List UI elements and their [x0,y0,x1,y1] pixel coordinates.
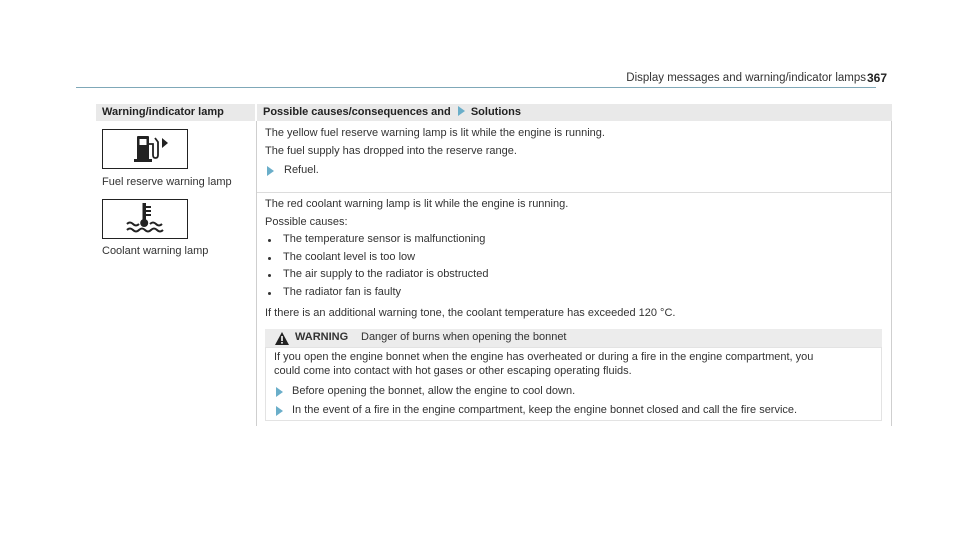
warning-title: Danger of burns when opening the bonnet [361,331,567,343]
fuel-pump-icon [103,130,186,167]
cause-item: The air supply to the radiator is obstructed [283,268,489,280]
action-arrow-icon [276,387,283,397]
warning-triangle-icon [275,332,289,345]
bullet-marker [268,274,271,277]
section-title: Display messages and warning/indicator lamps [626,72,866,84]
coolant-lamp-label: Coolant warning lamp [102,245,209,257]
coolant-lamp-icon-box [102,199,188,239]
col-header-causes-label: Possible causes/consequences and [263,106,451,118]
warning-action-1: Before opening the bonnet, allow the engine to cool down. [292,385,576,397]
solutions-arrow-icon [458,106,465,116]
action-arrow-icon [276,406,283,416]
coolant-line-1: The red coolant warning lamp is lit while the engine is running. [265,198,569,210]
bullet-marker [268,292,271,295]
cause-item: The radiator fan is faulty [283,286,402,298]
page-number: 367 [866,71,887,85]
fuel-line-2: The fuel supply has dropped into the reserve range. [265,145,517,157]
warning-text-1: If you open the engine bonnet when the engine has overheated or during a fire in the engine compartment, you [274,351,814,363]
coolant-note: If there is an additional warning tone, the coolant temperature has exceeded 120 °C. [265,307,676,319]
warning-label: WARNING [295,331,349,343]
table-right-border [891,121,892,426]
cause-item: The temperature sensor is malfunctioning [283,233,486,245]
col-header-solutions-label: Solutions [470,106,521,118]
fuel-lamp-icon-box [102,129,188,169]
warning-body [265,347,882,421]
action-arrow-icon [267,166,274,176]
warning-action-2: In the event of a fire in the engine compartment, keep the engine bonnet closed and call the fire service. [292,404,798,416]
header-rule [76,87,876,88]
warning-header [265,329,882,347]
row-divider [257,192,891,193]
warning-text-2: could come into contact with hot gases or other escaping operating fluids. [274,365,632,377]
col-header-causes [257,104,892,121]
column-divider [256,121,257,426]
col-header-lamp: Warning/indicator lamp [96,104,255,121]
cause-item: The coolant level is too low [283,251,416,263]
bullet-marker [268,239,271,242]
coolant-line-2: Possible causes: [265,216,348,228]
bullet-marker [268,257,271,260]
fuel-lamp-label: Fuel reserve warning lamp [102,176,232,188]
fuel-line-1: The yellow fuel reserve warning lamp is lit while the engine is running. [265,127,605,139]
fuel-action: Refuel. [284,164,319,176]
coolant-temperature-icon [103,200,186,237]
